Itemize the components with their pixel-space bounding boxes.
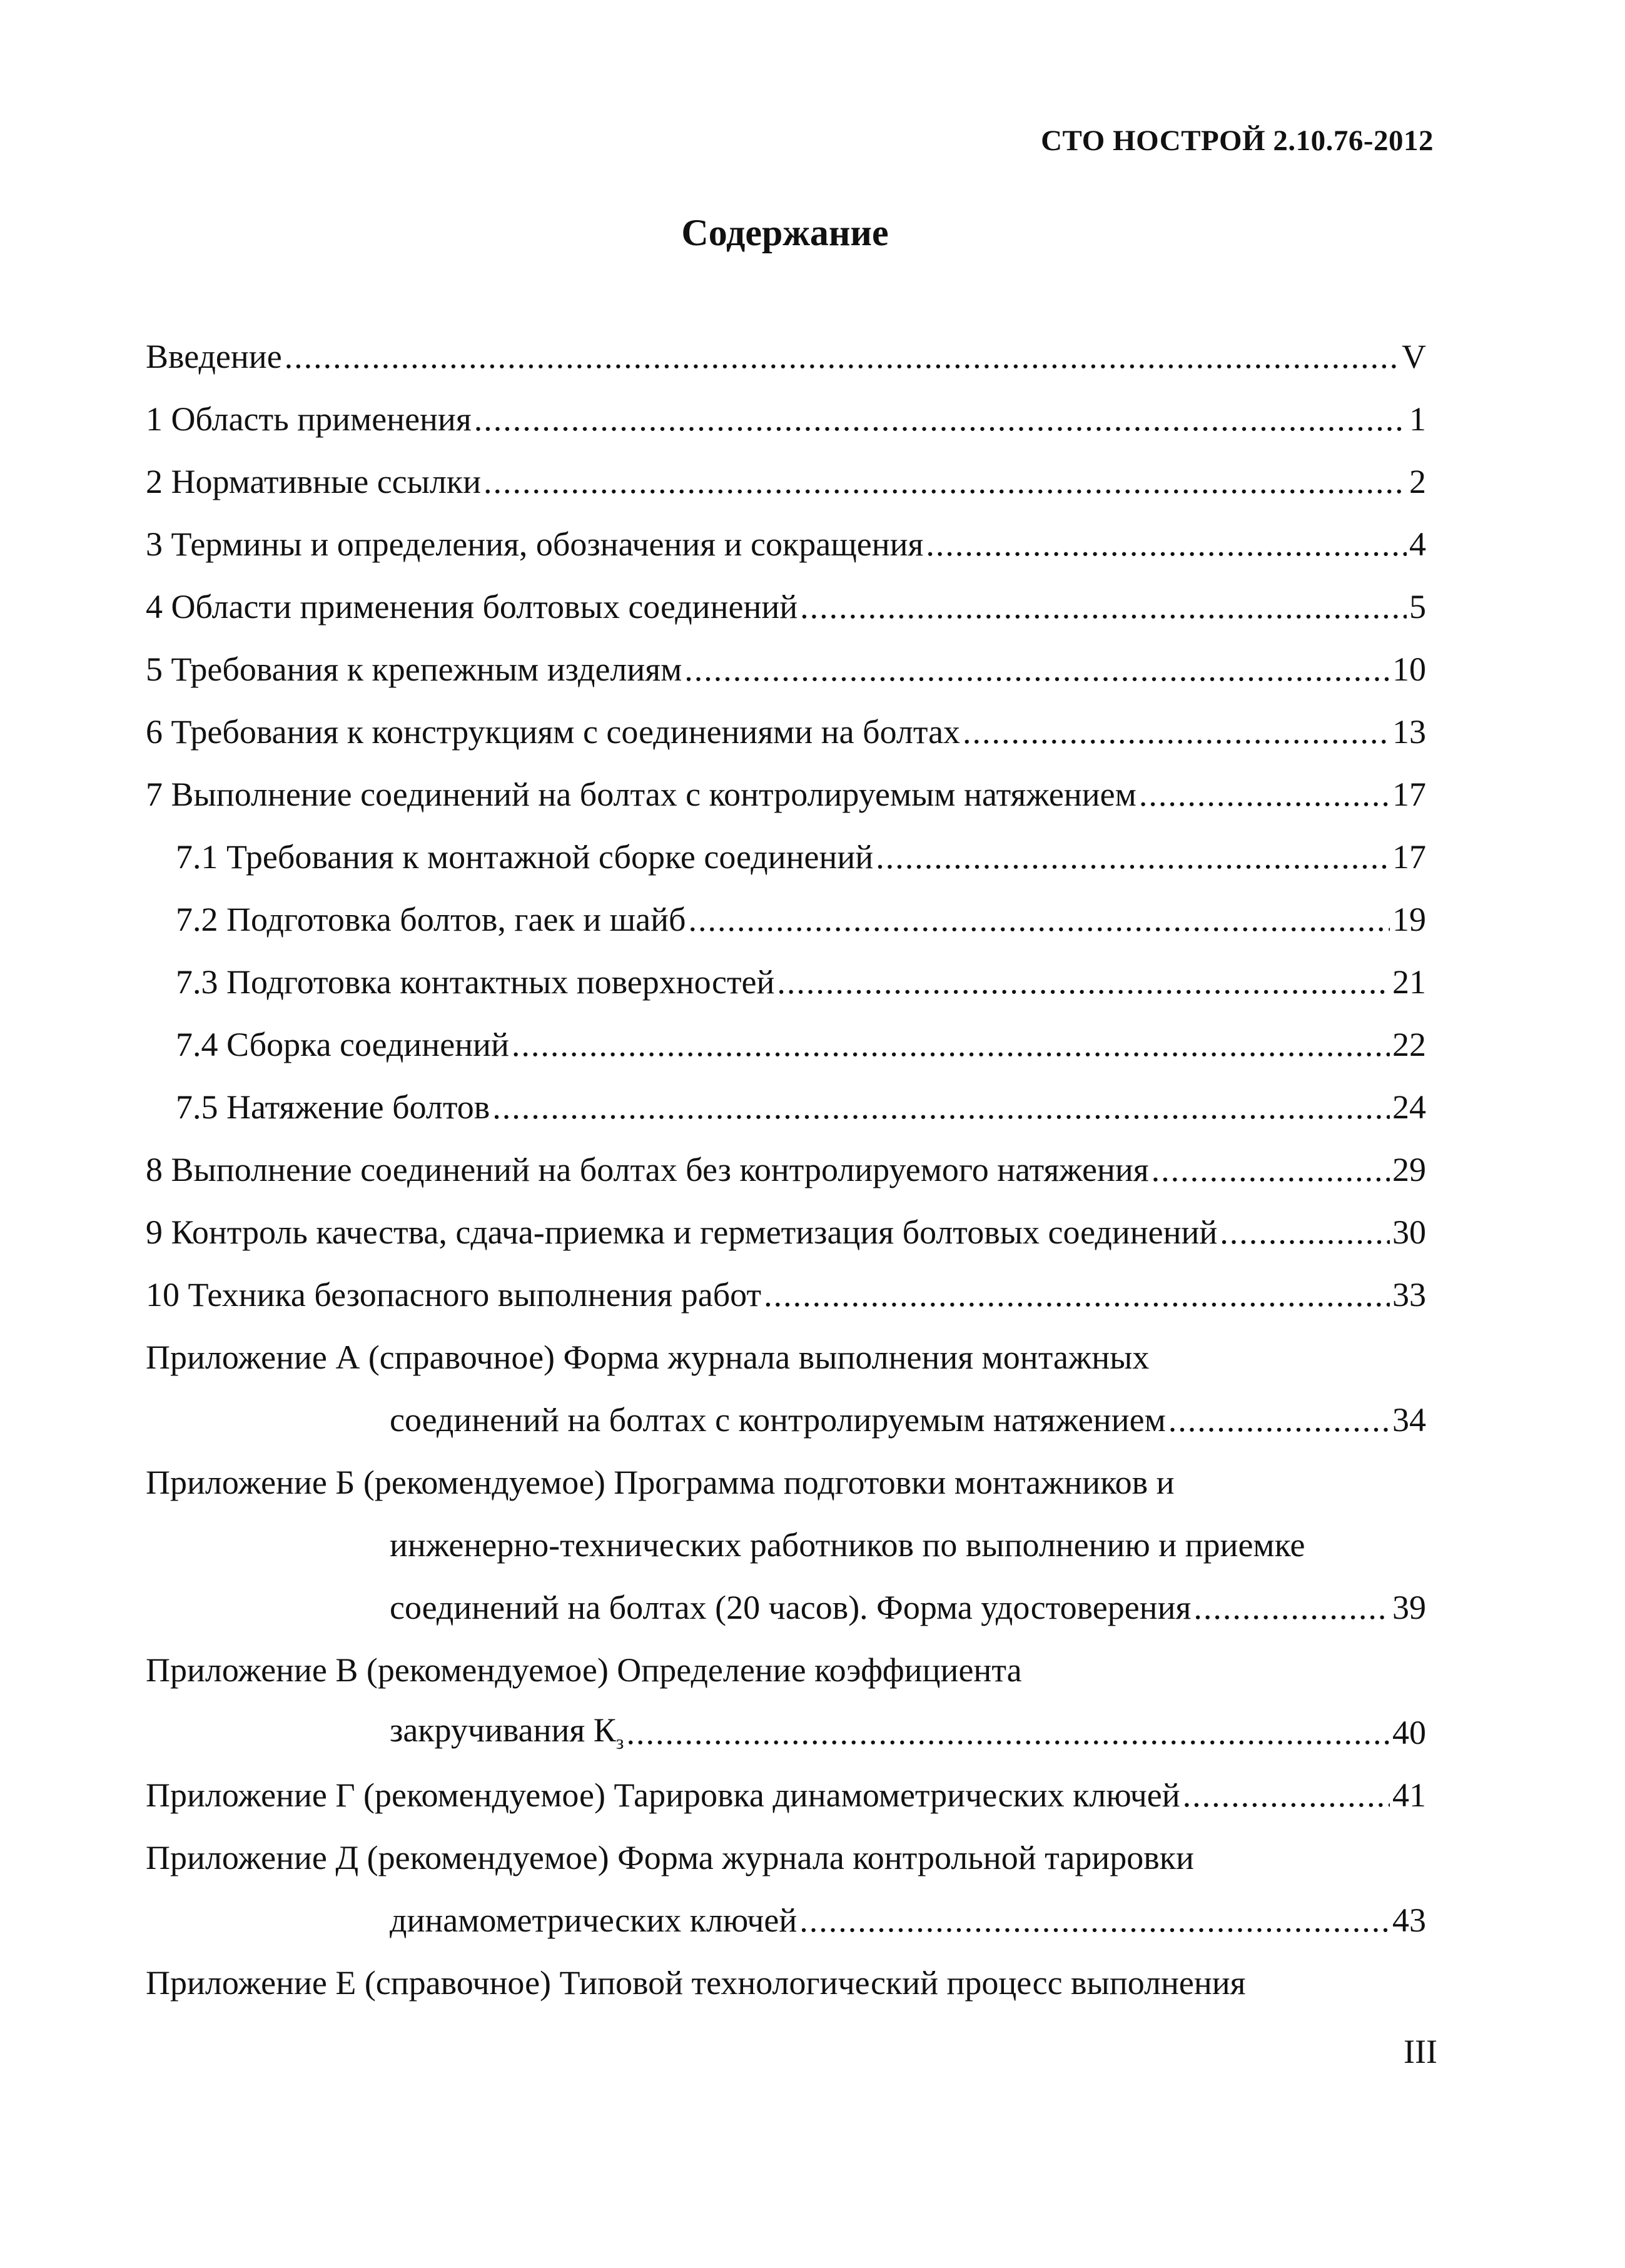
subscript: з — [615, 1731, 624, 1753]
toc-entry-label: 6 Требования к конструкциям с соединениями на болтах — [146, 713, 961, 751]
toc-entry-page: 33 — [1392, 1276, 1426, 1314]
toc-entry-label — [390, 1713, 624, 1752]
dot-leader — [1220, 1215, 1390, 1249]
toc-entry-appendix-d-continuation[interactable] — [146, 1889, 1426, 1952]
toc-entry-label: 7.5 Натяжение болтов — [176, 1088, 490, 1126]
toc-entry-page: 30 — [1392, 1213, 1426, 1251]
toc-entry-section-7-1[interactable] — [146, 826, 1426, 888]
toc-entry-page: 2 — [1409, 463, 1426, 500]
toc-entry-page: 1 — [1409, 400, 1426, 438]
dot-leader — [689, 903, 1390, 936]
toc-entry-section-7-2[interactable] — [146, 888, 1426, 951]
toc-entry-section-9[interactable] — [146, 1201, 1426, 1263]
toc-entry-label: 7.1 Требования к монтажной сборке соединений — [176, 838, 874, 876]
toc-entry-section-7-3[interactable] — [146, 951, 1426, 1013]
table-of-contents — [146, 325, 1426, 2014]
toc-entry-page: 4 — [1409, 525, 1426, 563]
toc-entry-section-2[interactable] — [146, 450, 1426, 513]
toc-entry-label: соединений на болтах с контролируемым натяжением — [390, 1401, 1166, 1439]
dot-leader — [474, 402, 1407, 436]
toc-entry-page: 5 — [1409, 588, 1426, 625]
toc-entry-label: 9 Контроль качества, сдача-приемка и герметизация болтовых соединений — [146, 1213, 1218, 1251]
toc-entry-appendix-v[interactable] — [146, 1639, 1426, 1701]
toc-entry-page: 40 — [1392, 1714, 1426, 1751]
toc-entry-page: 24 — [1392, 1088, 1426, 1126]
toc-entry-label-text: закручивания К — [390, 1711, 616, 1749]
toc-entry-appendix-b[interactable] — [146, 1451, 1426, 1514]
toc-entry-section-8[interactable] — [146, 1138, 1426, 1201]
dot-leader — [800, 590, 1407, 624]
toc-entry-appendix-g[interactable] — [146, 1764, 1426, 1826]
toc-entry-appendix-e[interactable] — [146, 1952, 1426, 2014]
toc-entry-label: динамометрических ключей — [390, 1901, 797, 1939]
dot-leader — [492, 1090, 1390, 1124]
toc-entry-section-4[interactable] — [146, 575, 1426, 638]
toc-entry-label: 10 Техника безопасного выполнения работ — [146, 1276, 762, 1314]
toc-entry-label: соединений на болтах (20 часов). Форма удостоверения — [390, 1589, 1192, 1626]
dot-leader — [483, 465, 1407, 499]
toc-entry-label: 5 Требования к крепежным изделиям — [146, 651, 682, 688]
toc-entry-label: Приложение Б (рекомендуемое) Программа подготовки монтажников и — [146, 1464, 1175, 1501]
toc-entry-appendix-b-continuation[interactable] — [146, 1514, 1426, 1576]
toc-entry-introduction[interactable] — [146, 325, 1426, 388]
toc-entry-appendix-d[interactable] — [146, 1826, 1426, 1889]
toc-entry-appendix-v-continuation[interactable] — [146, 1701, 1426, 1764]
toc-entry-appendix-a-continuation[interactable] — [146, 1389, 1426, 1451]
toc-entry-label: Приложение Д (рекомендуемое) Форма журнала контрольной тарировки — [146, 1839, 1194, 1876]
dot-leader — [876, 840, 1390, 874]
document-code: СТО НОСТРОЙ 2.10.76-2012 — [1041, 124, 1434, 157]
dot-leader — [512, 1028, 1390, 1061]
toc-entry-label: 7.3 Подготовка контактных поверхностей — [176, 963, 775, 1001]
dot-leader — [764, 1278, 1390, 1312]
dot-leader — [963, 715, 1390, 749]
page-number: III — [1404, 2033, 1437, 2070]
toc-entry-section-5[interactable] — [146, 638, 1426, 701]
toc-entry-label: 8 Выполнение соединений на болтах без контролируемого натяжения — [146, 1151, 1149, 1188]
toc-entry-page: 29 — [1392, 1151, 1426, 1188]
dot-leader — [626, 1716, 1390, 1749]
toc-entry-label: 7.2 Подготовка болтов, гаек и шайб — [176, 901, 686, 938]
toc-entry-page: 17 — [1392, 838, 1426, 876]
toc-entry-label: Приложение Г (рекомендуемое) Тарировка динамометрических ключей — [146, 1776, 1180, 1814]
toc-entry-label: 3 Термины и определения, обозначения и сокращения — [146, 525, 924, 563]
toc-entry-label: Приложение Е (справочное) Типовой технологический процесс выполнения — [146, 1964, 1246, 2002]
dot-leader — [926, 527, 1407, 561]
dot-leader — [799, 1903, 1390, 1937]
toc-entry-page: 13 — [1392, 713, 1426, 751]
dot-leader — [1183, 1778, 1390, 1812]
toc-entry-appendix-b-continuation[interactable] — [146, 1576, 1426, 1639]
toc-entry-section-7[interactable] — [146, 763, 1426, 826]
dot-leader — [1152, 1153, 1390, 1187]
dot-leader — [1193, 1591, 1390, 1624]
toc-entry-page: 19 — [1392, 901, 1426, 938]
toc-entry-section-7-5[interactable] — [146, 1076, 1426, 1138]
toc-entry-page: V — [1402, 338, 1426, 375]
toc-entry-appendix-a[interactable] — [146, 1326, 1426, 1389]
toc-entry-section-10[interactable] — [146, 1263, 1426, 1326]
dot-leader — [1139, 777, 1390, 811]
toc-entry-label: 7 Выполнение соединений на болтах с контролируемым натяжением — [146, 776, 1136, 813]
page-title: Содержание — [681, 212, 889, 253]
toc-entry-section-3[interactable] — [146, 513, 1426, 575]
toc-entry-section-1[interactable] — [146, 388, 1426, 450]
dot-leader — [684, 652, 1390, 686]
toc-entry-page: 22 — [1392, 1026, 1426, 1063]
toc-entry-section-7-4[interactable] — [146, 1013, 1426, 1076]
toc-entry-label: 7.4 Сборка соединений — [176, 1026, 509, 1063]
toc-entry-label: инженерно-технических работников по выполнению и приемке — [390, 1526, 1305, 1564]
dot-leader — [777, 965, 1390, 999]
dot-leader — [1168, 1403, 1390, 1437]
toc-entry-page: 17 — [1392, 776, 1426, 813]
toc-entry-page: 34 — [1392, 1401, 1426, 1439]
toc-entry-page: 39 — [1392, 1589, 1426, 1626]
toc-entry-label: Приложение А (справочное) Форма журнала выполнения монтажных — [146, 1339, 1150, 1376]
toc-entry-section-6[interactable] — [146, 701, 1426, 763]
toc-entry-label: Приложение В (рекомендуемое) Определение коэффициента — [146, 1651, 1022, 1689]
toc-entry-page: 10 — [1392, 651, 1426, 688]
toc-entry-label: Введение — [146, 338, 282, 375]
toc-entry-label: 2 Нормативные ссылки — [146, 463, 481, 500]
toc-entry-label: 1 Область применения — [146, 400, 472, 438]
toc-entry-label: 4 Области применения болтовых соединений — [146, 588, 798, 625]
toc-entry-page: 43 — [1392, 1901, 1426, 1939]
toc-entry-page: 21 — [1392, 963, 1426, 1001]
toc-entry-page: 41 — [1392, 1776, 1426, 1814]
dot-leader — [285, 340, 1399, 373]
